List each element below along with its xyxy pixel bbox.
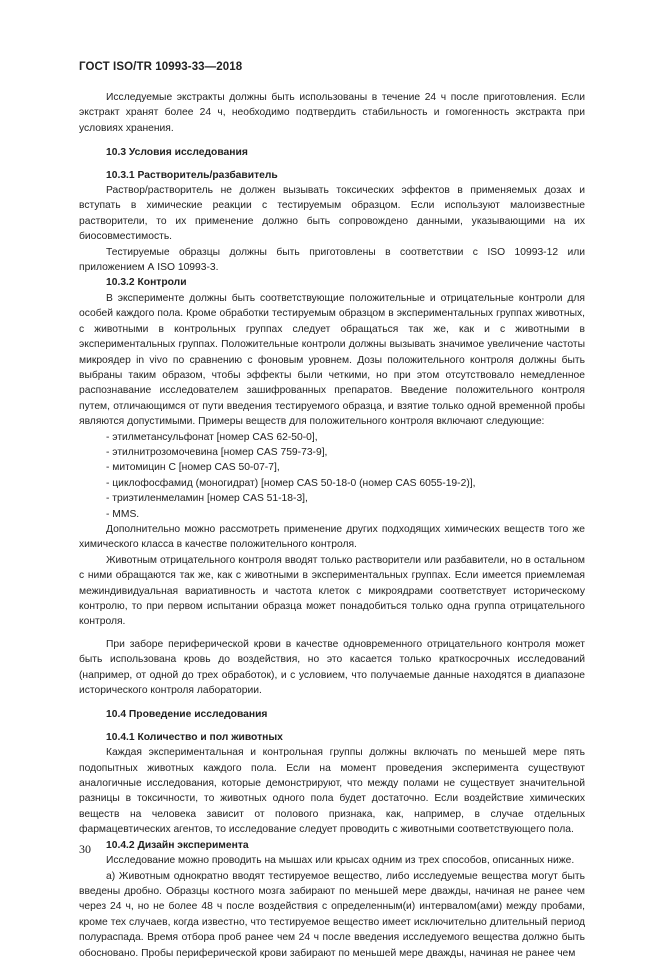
list-item: - митомицин С [номер CAS 50-07-7], [106, 462, 280, 474]
document-header: ГОСТ ISO/TR 10993-33—2018 [79, 61, 243, 73]
list-item: - этилметансульфонат [номер CAS 62-50-0], [106, 431, 318, 443]
page-number: 30 [79, 842, 91, 856]
subsection-heading: 10.4.1 Количество и пол животных [106, 731, 283, 743]
subsection-heading: 10.3.2 Контроли [106, 277, 187, 289]
list-item: - этилнитрозомочевина [номер CAS 759-73-9], [106, 446, 328, 458]
paragraph: Каждая экспериментальная и контрольная группы должны включать по меньшей мере пять подопытных животных каждого пола. Если на момент проведения эксперимента существуют аналогичные исследования, которые демонстрируют, что между полами не существует значительной разницы в токсичности, то животных одного пола будет достаточно. Если воздействие химических веществ на человека зависит от полового признака, как, например, в случае отдельных фармацевтических агентов, то исследование следует проводить с животными соответствующего пола. [79, 747, 585, 836]
paragraph: а) Животным однократно вводят тестируемое вещество, либо исследуемые вещества могут быть введены дробно. Образцы костного мозга забирают по меньшей мере дважды, начиная не ранее чем через 24 ч, но не более 48 ч после воздействия с определенным(и) интервалом(ами) между пробами, кроме тех случаев, когда известно, что тестируемое вещество имеет исключительно длительный период полураспада. Время отбора проб ранее чем 24 ч после введения исследуемого вещества должно быть обосновано. Пробы периферической крови забирают по меньшей мере дважды, начиная не ранее чем [79, 870, 585, 959]
paragraph: Дополнительно можно рассмотреть применение других подходящих химических веществ того же химического класса в качестве положительного контроля. [79, 523, 585, 551]
paragraph: Исследование можно проводить на мышах или крысах одним из трех способов, описанных ниже. [106, 855, 575, 867]
section-heading: 10.3 Условия исследования [106, 147, 248, 159]
paragraph: Исследуемые экстракты должны быть использованы в течение 24 ч после приготовления. Если экстракт хранят более 24 ч, необходимо подтвердить стабильность и гомогенность экстракта при условиях хранения. [79, 92, 585, 134]
subsection-heading: 10.3.1 Растворитель/разбавитель [106, 169, 278, 181]
list-item: - циклофосфамид (моногидрат) [номер CAS 50-18-0 (номер CAS 6055-19-2)], [106, 477, 476, 489]
list-item: - триэтиленмеламин [номер CAS 51-18-3], [106, 493, 308, 505]
paragraph: Тестируемые образцы должны быть приготовлены в соответствии с ISO 10993-12 или приложением А ISO 10993-3. [79, 246, 585, 274]
document-body [79, 90, 585, 961]
paragraph: При заборе периферической крови в качестве одновременного отрицательного контроля может быть использована кровь до воздействия, но это касается только краткосрочных исследований (например, от одной до трех обработок), и с условием, что получаемые данные находятся в диапазоне исторического контроля лаборатории. [79, 638, 585, 697]
list-item: - MMS. [106, 508, 140, 520]
section-heading: 10.4 Проведение исследования [106, 709, 268, 721]
paragraph: Животным отрицательного контроля вводят только растворители или разбавители, но в остальном с ними обращаются так же, как с животными в экспериментальных группах. Если имеется приемлемая межиндивидуальная вариативность и частота клеток с микроядрами соответствует историческому контролю, то при первом испытании образца может понадобиться только одна группа отрицательного контроля. [79, 554, 585, 628]
paragraph: В эксперименте должны быть соответствующие положительные и отрицательные контроли для особей каждого пола. Кроме обработки тестируемым образцом в экспериментальных группах животных, с животными в контрольных группах следует обращаться так же, как и с животными в экспериментальных группах. Положительные контроли должны вызывать значимое увеличение частоты микроядер in vivo по сравнению с фоновым уровнем. Дозы положительного контроля должны быть выбраны таким образом, чтобы эффекты были четкими, но при этом отсутствовало немедленное распознавание исследователем зашифрованных препаратов. Введение положительного контроля путем, отличающимся от пути введения тестируемого образца, и взятие только одной временной пробы являются допустимыми. Примеры веществ для положительного контроля включают следующие: [79, 292, 585, 428]
subsection-heading: 10.4.2 Дизайн эксперимента [106, 839, 249, 851]
paragraph: Раствор/растворитель не должен вызывать токсических эффектов в применяемых дозах и вступать в химические реакции с тестируемым образцом. Если используют малоизвестные растворители, то их применение должно быть сопровождено данными, указывающими на их биосовместимость. [79, 185, 585, 243]
